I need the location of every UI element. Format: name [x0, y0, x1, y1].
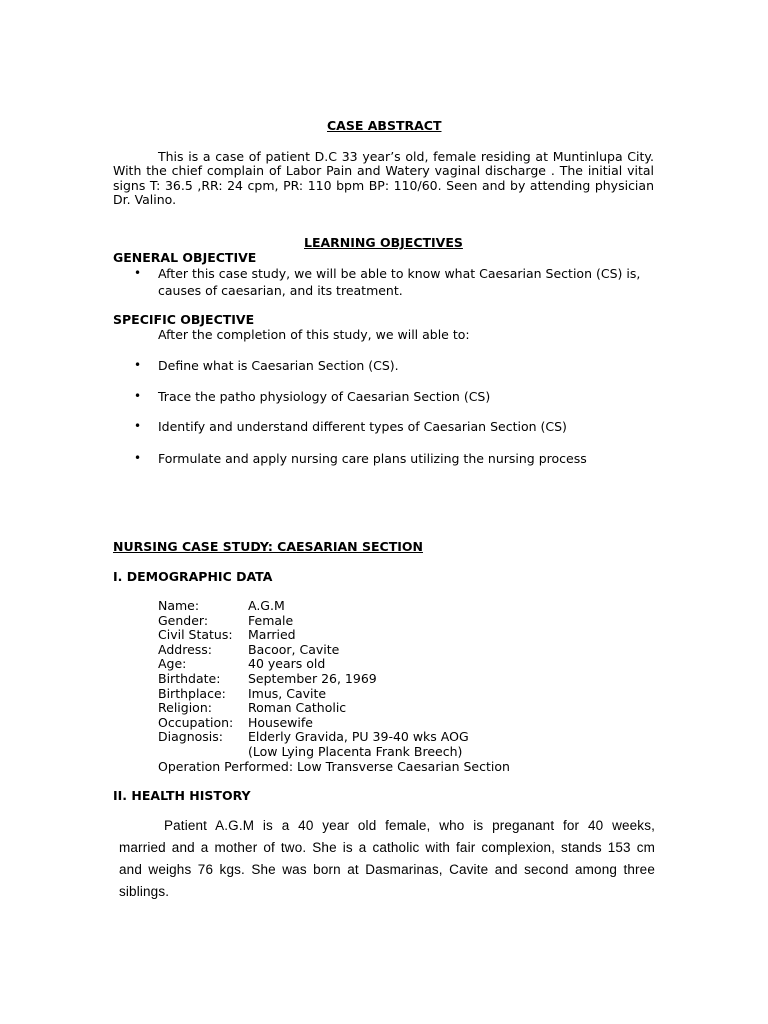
- health-history-line: and weighs 76 kgs. She was born at Dasmarinas, Cavite and second among three: [119, 862, 655, 877]
- row-label: Birthdate:: [158, 670, 221, 686]
- row-value: Imus, Cavite: [248, 685, 327, 701]
- row-value: Female: [248, 612, 294, 628]
- health-history-line: Patient A.G.M is a 40 year old female, who is preganant for 40 weeks,: [164, 818, 655, 833]
- table-row: [158, 599, 469, 614]
- bullet-icon: •: [134, 266, 142, 280]
- row-value: Roman Catholic: [248, 700, 347, 716]
- bullet-icon: •: [134, 451, 142, 465]
- list-item: Define what is Caesarian Section (CS).: [158, 358, 399, 373]
- table-row: [158, 614, 469, 629]
- bullet-text-line: causes of caesarian, and its treatment.: [158, 283, 403, 298]
- learning-objectives-heading: LEARNING OBJECTIVES: [304, 235, 463, 250]
- row-value: Bacoor, Cavite: [248, 641, 340, 657]
- health-history-line: siblings.: [119, 884, 170, 899]
- table-row: [158, 745, 469, 760]
- bullet-text-line: After this case study, we will be able to know what Caesarian Section (CS) is,: [158, 266, 641, 281]
- row-label: Address:: [158, 641, 212, 657]
- bullet-icon: •: [134, 358, 142, 372]
- row-value: Elderly Gravida, PU 39-40 wks AOG: [248, 729, 469, 745]
- case-abstract-line: With the chief complain of Labor Pain and Watery vaginal discharge . The initial vital: [113, 163, 654, 178]
- row-value: Housewife: [248, 714, 313, 730]
- row-label: Religion:: [158, 700, 212, 716]
- list-item: Identify and understand different types of Caesarian Section (CS): [158, 419, 567, 434]
- table-row: [158, 730, 469, 745]
- table-row: [158, 672, 469, 687]
- table-row: [158, 628, 469, 643]
- case-study-title: NURSING CASE STUDY: CAESARIAN SECTION: [113, 539, 423, 554]
- specific-objective-heading: SPECIFIC OBJECTIVE: [113, 312, 255, 327]
- bullet-icon: •: [134, 419, 142, 433]
- row-label: Gender:: [158, 612, 209, 628]
- row-label: Occupation:: [158, 714, 234, 730]
- bullet-icon: •: [134, 389, 142, 403]
- demographic-heading: I. DEMOGRAPHIC DATA: [113, 569, 273, 584]
- row-value: A.G.M: [248, 598, 285, 613]
- table-row: [158, 687, 469, 702]
- case-abstract-line: This is a case of patient D.C 33 year’s old, female residing at Muntinlupa City.: [158, 149, 654, 164]
- row-label: Birthplace:: [158, 685, 226, 701]
- specific-objective-intro: After the completion of this study, we will able to:: [158, 327, 470, 342]
- row-label: Diagnosis:: [158, 729, 223, 745]
- row-value: 40 years old: [248, 656, 326, 672]
- demographic-table-wrap: [158, 599, 469, 760]
- case-abstract-line: Dr. Valino.: [113, 192, 177, 207]
- table-row: [158, 657, 469, 672]
- health-history-heading: II. HEALTH HISTORY: [113, 788, 251, 803]
- case-abstract-line: signs T: 36.5 ,RR: 24 cpm, PR: 110 bpm BP: 110/60. Seen and by attending physician: [113, 178, 654, 193]
- health-history-line: married and a mother of two. She is a catholic with fair complexion, stands 153 cm: [119, 840, 655, 855]
- table-row: [158, 701, 469, 716]
- row-label: Name:: [158, 598, 200, 613]
- row-value: (Low Lying Placenta Frank Breech): [248, 743, 463, 759]
- table-row: [158, 643, 469, 658]
- case-abstract-heading: CASE ABSTRACT: [327, 118, 442, 133]
- general-objective-heading: GENERAL OBJECTIVE: [113, 250, 257, 265]
- list-item: Formulate and apply nursing care plans utilizing the nursing process: [158, 451, 587, 466]
- row-value: September 26, 1969: [248, 670, 377, 686]
- table-row: [158, 716, 469, 731]
- row-label: Civil Status:: [158, 627, 233, 643]
- row-label: Age:: [158, 656, 187, 672]
- operation-performed: Operation Performed: Low Transverse Caesarian Section: [158, 759, 510, 774]
- list-item: Trace the patho physiology of Caesarian Section (CS): [158, 389, 491, 404]
- demographic-table: [158, 599, 469, 760]
- row-value: Married: [248, 627, 296, 643]
- row-label: [158, 745, 248, 760]
